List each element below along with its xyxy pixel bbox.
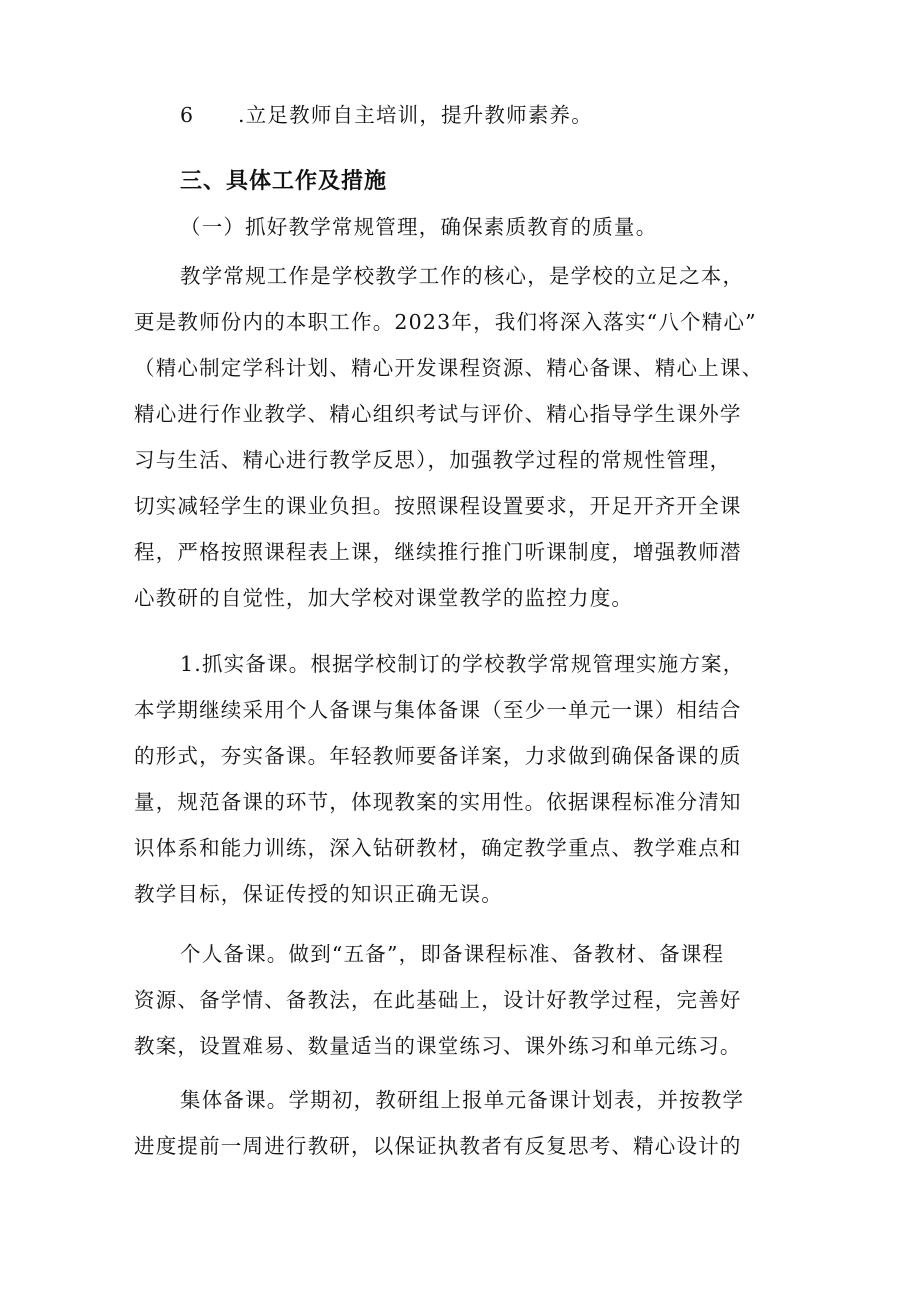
list-item-number: 6: [180, 103, 195, 127]
list-item-text: .立足教师自主培训，提升教师素养。: [238, 103, 593, 127]
paragraph-line: 程，严格按照课程表上课，继续推行推门听课制度，增强教师潜: [134, 540, 742, 564]
paragraph-line: 集体备课。学期初，教研组上报单元备课计划表，并按教学: [180, 1088, 745, 1112]
paragraph-line: 教学常规工作是学校教学工作的核心，是学校的立足之本，: [180, 264, 745, 288]
paragraph-line: 识体系和能力训练，深入钻研教材，确定教学重点、教学难点和: [134, 836, 742, 860]
paragraph-line: 进度提前一周进行教研，以保证执教者有反复思考、精心设计的: [134, 1134, 742, 1158]
paragraph-line: 的形式，夯实备课。年轻教师要备详案，力求做到确保备课的质: [134, 744, 742, 768]
paragraph-line: 本学期继续采用个人备课与集体备课（至少一单元一课）相结合: [134, 698, 742, 722]
paragraph-line: 习与生活、精心进行教学反思），加强教学过程的常规性管理，: [134, 448, 732, 472]
paragraph-line: 教案，设置难易、数量适当的课堂练习、课外练习和单元练习。: [134, 1034, 742, 1058]
paragraph-line: 量，规范备课的环节，体现教案的实用性。依据课程标准分清知: [134, 790, 742, 814]
subsection-heading: （一）抓好教学常规管理，确保素质教育的质量。: [180, 215, 658, 239]
paragraph-line: 精心进行作业教学、精心组织考试与评价、精心指导学生课外学: [134, 402, 742, 426]
paragraph-line: 心教研的自觉性，加大学校对课堂教学的监控力度。: [134, 586, 634, 610]
paragraph-line: 1.抓实备课。根据学校制订的学校教学常规管理实施方案，: [180, 652, 745, 676]
section-heading: 三、具体工作及措施: [180, 169, 388, 194]
paragraph-line: 个人备课。做到“五备”，即备课程标准、备教材、备课程: [180, 942, 725, 966]
paragraph-line: 教学目标，保证传授的知识正确无误。: [134, 882, 503, 906]
paragraph-line: 切实减轻学生的课业负担。按照课程设置要求，开足开齐开全课: [134, 494, 742, 518]
paragraph-line: 资源、备学情、备教法，在此基础上，设计好教学过程，完善好: [134, 988, 742, 1012]
paragraph-line: （精心制定学科计划、精心开发课程资源、精心备课、精心上课、: [134, 356, 764, 380]
paragraph-line: 更是教师份内的本职工作。2023年，我们将深入落实“八个精心”: [134, 310, 757, 334]
